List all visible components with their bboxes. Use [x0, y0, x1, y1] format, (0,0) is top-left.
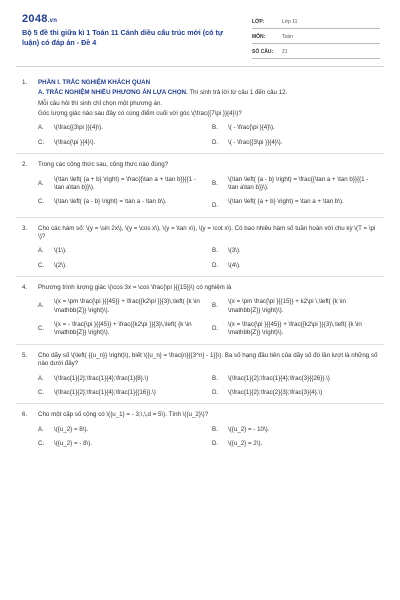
meta-label: LỚP:	[252, 19, 265, 26]
section-title-rest: Thí sinh trả lời từ câu 1 đến câu 12.	[187, 89, 288, 97]
option-letter: A.	[38, 425, 44, 433]
question-text: Cho dãy số \(\left( {{u_n}} \right)\), biết \({u_n} = \frac{n}{{3^n} - 1}}\). Ba số hạng đầu tiên của dãy số đó lần lượt là những số nào dưới đây?	[38, 351, 378, 368]
answer-options	[38, 124, 378, 147]
question-text: Cho các hàm số: \(y = \sin 2x\), \(y = \cos x\), \(y = \tan x\), \(y = \cot x\). Có bao nhiêu hàm số tuần hoàn với chu kỳ \(T = \pi \)?	[38, 224, 376, 240]
answer-option[interactable]	[38, 426, 204, 434]
option-text: \(\frac{1}{2};\frac{2}{3};\frac{3}{4}.\)	[228, 388, 323, 396]
option-letter: A.	[38, 179, 44, 187]
answer-option[interactable]	[38, 389, 204, 397]
question-item	[16, 345, 384, 404]
option-letter: B.	[212, 302, 218, 310]
option-letter: A.	[38, 374, 44, 382]
answer-options	[38, 426, 378, 449]
logo-main: 2048	[22, 13, 48, 25]
option-text: \(2\).	[54, 261, 67, 269]
document-title: Bộ 5 đề thi giữa kì 1 Toán 11 Cánh diều cấu trúc mới (có tự luận) có đáp án - Đề 4	[22, 28, 224, 48]
question-number: 2.	[22, 161, 28, 169]
option-letter: D.	[212, 202, 219, 210]
question-number: 3.	[22, 224, 28, 232]
option-letter: B.	[212, 124, 218, 132]
section-title: A. TRẮC NGHIỆM NHIỀU PHƯƠNG ÁN LỰA CHỌN.	[38, 89, 188, 97]
option-letter: D.	[212, 439, 219, 447]
answer-option[interactable]	[212, 298, 378, 315]
answer-option[interactable]	[38, 262, 204, 270]
page-header	[0, 0, 400, 64]
option-text: \(3\).	[228, 247, 241, 255]
option-letter: B.	[212, 425, 218, 433]
question-item	[16, 404, 384, 454]
option-letter: A.	[38, 124, 44, 132]
option-text: \({u_2} = 8\).	[54, 425, 89, 433]
question-number: 6.	[22, 411, 28, 419]
option-text: \( - \frac{{3\pi }}{4}\).	[228, 138, 283, 146]
option-letter: B.	[212, 247, 218, 255]
exam-meta	[252, 14, 380, 59]
answer-option[interactable]	[212, 176, 378, 193]
meta-row-subject	[252, 29, 380, 44]
answer-options	[38, 375, 378, 398]
answer-option[interactable]	[212, 262, 378, 270]
answer-option[interactable]	[212, 426, 378, 434]
answer-option[interactable]	[212, 247, 378, 255]
question-text: Mỗi câu hỏi thí sinh chỉ chọn một phương án.	[38, 99, 163, 107]
option-text: \(\tan \left( {a + b} \right) = \tan a + \tan b\).	[228, 198, 344, 206]
answer-option[interactable]	[38, 247, 204, 255]
option-text: \(\frac{{3\pi }}{4}\).	[54, 124, 103, 132]
option-letter: C.	[38, 439, 45, 447]
answer-option[interactable]	[212, 389, 378, 397]
option-text: \({u_2} = - 10\).	[228, 425, 270, 433]
answer-options	[38, 247, 378, 270]
question-number: 4.	[22, 284, 28, 292]
answer-option[interactable]	[212, 124, 378, 132]
option-letter: D.	[212, 138, 219, 146]
option-text: \(x = \pm \frac{\pi }{{45}} + \frac{{k2\pi }}{3}\,\left( {k \in \mathbb{Z}} \right)\).	[54, 298, 200, 314]
question-text: Phương trình lượng giác \(\cos 3x = \cos \frac{\pi }{{15}}\) có nghiệm là	[38, 284, 232, 292]
question-item	[16, 218, 384, 277]
option-letter: D.	[212, 261, 219, 269]
answer-option[interactable]	[38, 298, 204, 315]
part-title: PHẦN I. TRẮC NGHIỆM KHÁCH QUAN	[38, 79, 151, 86]
option-text: \({u_2} = 2\).	[228, 439, 263, 447]
meta-value: Lớp 11	[282, 19, 298, 26]
header-divider	[16, 66, 384, 67]
answer-option[interactable]	[212, 139, 378, 147]
option-text: \(\tan \left( {a - b} \right) = \tan a - \tan b\).	[54, 198, 167, 206]
meta-row-count	[252, 44, 380, 59]
question-item	[16, 154, 384, 217]
option-letter: D.	[212, 388, 219, 396]
site-logo[interactable]	[22, 12, 57, 27]
answer-option[interactable]	[212, 321, 378, 338]
answer-option[interactable]	[212, 198, 378, 210]
option-letter: C.	[38, 388, 45, 396]
option-letter: A.	[38, 302, 44, 310]
answer-options	[38, 298, 378, 337]
option-letter: C.	[38, 198, 45, 206]
question-text: Cho một cấp số cộng có \({u_1} = - 3;\,\,d = 5\). Tính \({u_2}\)?	[38, 411, 209, 419]
option-text: \(\frac{1}{2};\frac{1}{4};\frac{3}{{26}}.\)	[228, 374, 330, 382]
option-letter: C.	[38, 138, 45, 146]
option-letter: C.	[38, 325, 45, 333]
meta-value: Toán	[282, 34, 293, 41]
section-instruction	[38, 89, 378, 97]
answer-option[interactable]	[212, 440, 378, 448]
option-text: \({u_2} = - 8\).	[54, 439, 93, 447]
question-text: Trong các công thức sau, công thức nào đúng?	[38, 161, 169, 169]
option-text: \(\tan \left( {a - b} \right) = \frac{{\tan a + \tan b}}{{1 - \tan a\tan b}}\).	[228, 175, 369, 191]
answer-options	[38, 176, 378, 211]
question-list	[16, 72, 384, 454]
answer-option[interactable]	[38, 139, 204, 147]
option-text: \(\frac{1}{2};\frac{1}{4};\frac{1}{8}.\)	[54, 374, 149, 382]
meta-row-class	[252, 14, 380, 29]
option-letter: B.	[212, 179, 218, 187]
option-text: \(x = \frac{\pi }{{45}} + \frac{{k2\pi }}{3}\,\left( {k \in \mathbb{Z}} \right)\).	[228, 321, 362, 337]
question-text: Góc lượng giác nào sau đây có cùng điểm cuối với góc \(\frac{{7\pi }}{4}\)?	[38, 110, 242, 118]
option-text: \(\frac{\pi }{4}\).	[54, 138, 96, 146]
meta-label: MÔN:	[252, 34, 266, 41]
answer-option[interactable]	[38, 321, 204, 338]
answer-option[interactable]	[38, 176, 204, 193]
answer-option[interactable]	[38, 375, 204, 383]
meta-label: SỐ CÂU:	[252, 49, 274, 56]
meta-value: 21	[282, 49, 288, 56]
option-text: \(4\).	[228, 261, 241, 269]
option-text: \(\frac{1}{2};\frac{1}{4};\frac{1}{{16}}.\)	[54, 388, 156, 396]
question-number: 5.	[22, 351, 28, 359]
question-number: 1.	[22, 79, 28, 86]
question-item	[16, 277, 384, 345]
option-letter: C.	[38, 261, 45, 269]
question-item	[16, 72, 384, 154]
answer-option[interactable]	[212, 375, 378, 383]
answer-option[interactable]	[38, 440, 204, 448]
option-text: \(x = \pm \frac{\pi }{{15}} + k2\pi \,\left( {k \in \mathbb{Z}} \right)\).	[228, 298, 346, 314]
option-letter: B.	[212, 374, 218, 382]
option-text: \(x = - \frac{\pi }{{45}} + \frac{{k2\pi }}{3}\,\left( {k \in \mathbb{Z}} \right)\).	[54, 321, 192, 337]
option-letter: A.	[38, 247, 44, 255]
logo-suffix: .vn	[47, 18, 58, 24]
answer-option[interactable]	[38, 124, 204, 132]
answer-option[interactable]	[38, 198, 204, 210]
option-letter: D.	[212, 325, 219, 333]
option-text: \(\tan \left( {a + b} \right) = \frac{{\tan a + \tan b}}{{1 - \tan a\tan b}}\).	[54, 175, 196, 191]
option-text: \( - \frac{\pi }{4}\).	[228, 124, 275, 132]
option-text: \(1\).	[54, 247, 67, 255]
